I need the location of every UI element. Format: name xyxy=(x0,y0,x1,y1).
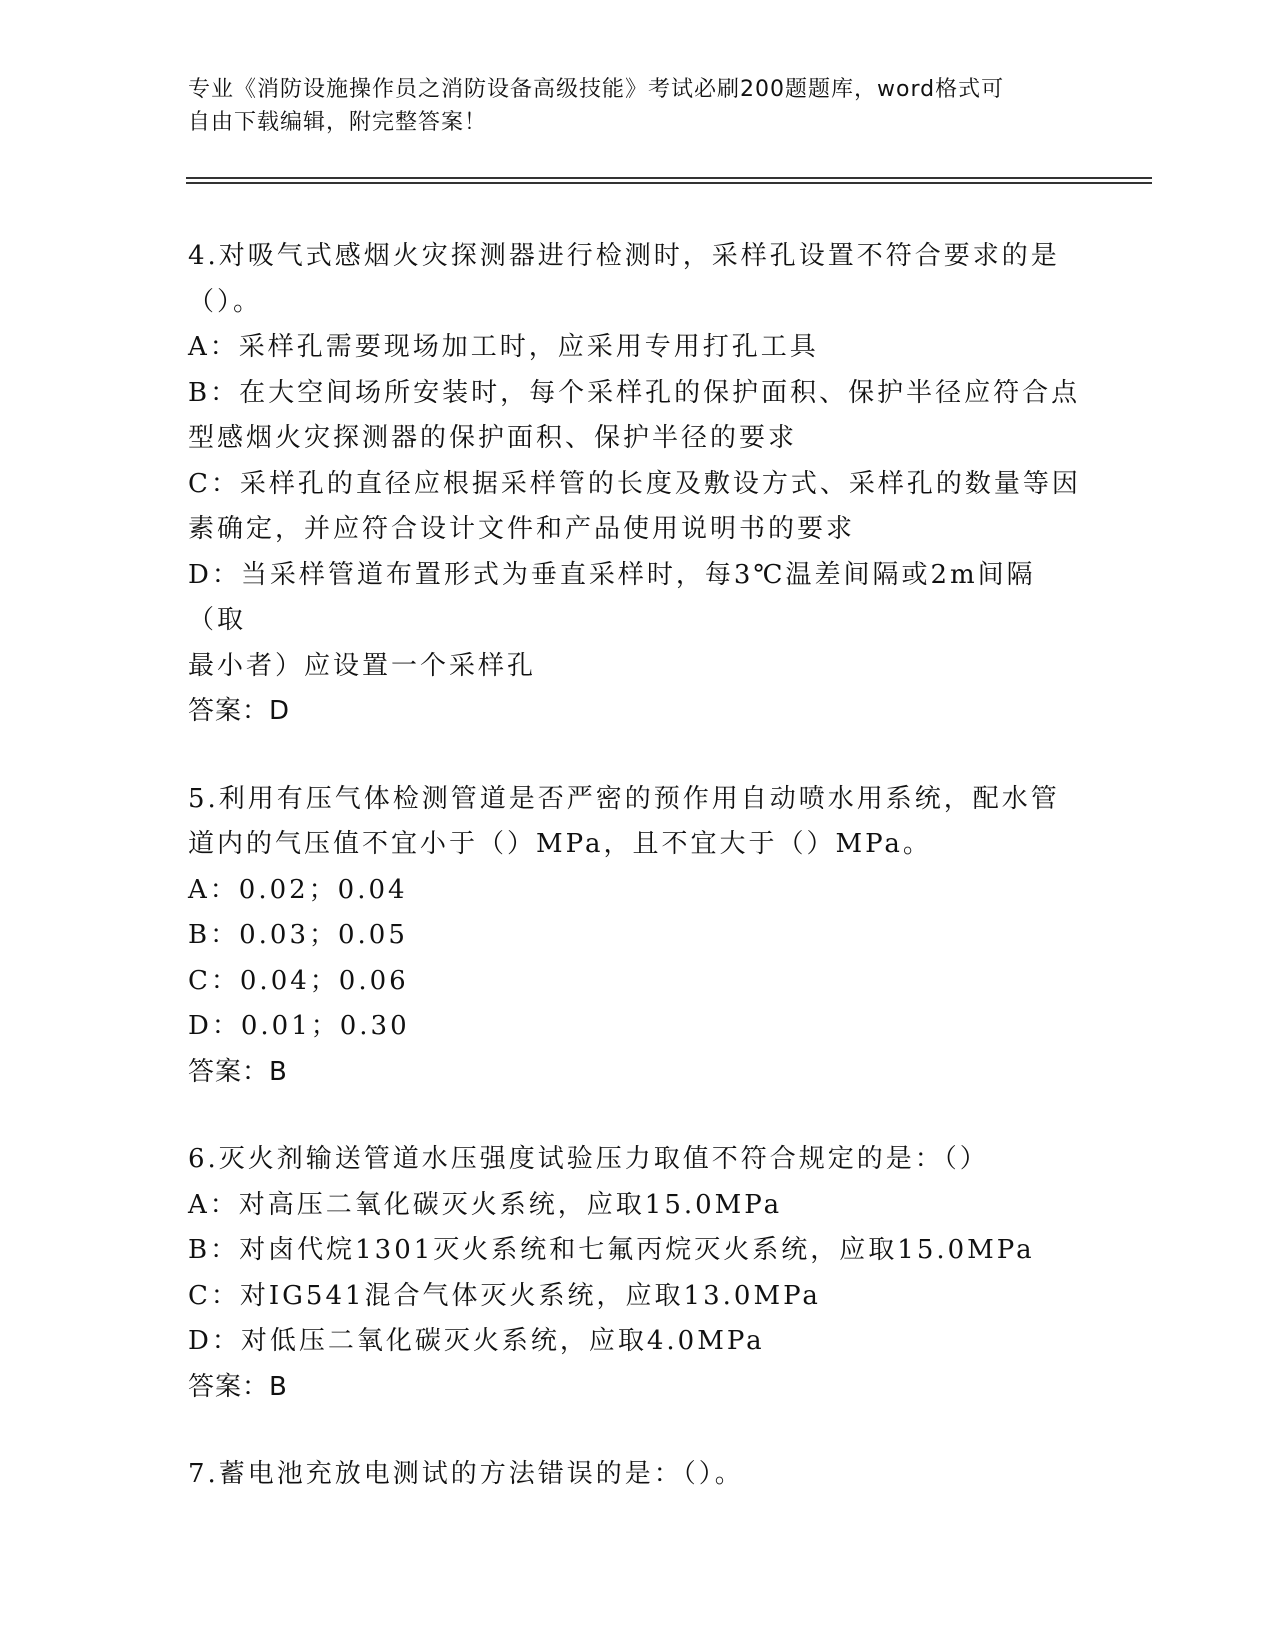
option-b: B：对卤代烷1301灭火系统和七氟丙烷灭火系统，应取15.0MPa xyxy=(188,1235,1035,1265)
answer: 答案：B xyxy=(188,1371,288,1402)
question-4 xyxy=(188,234,1088,735)
option-c: C：0.04；0.06 xyxy=(188,965,409,996)
question-stem: 道内的气压值不宜小于（）MPa，且不宜大于（）MPa。 xyxy=(188,829,932,859)
question-list xyxy=(188,234,1088,1540)
option-d: D：对低压二氧化碳灭火系统，应取4.0MPa xyxy=(188,1326,765,1356)
header-divider-bottom xyxy=(186,182,1152,184)
option-a: A：采样孔需要现场加工时，应采用专用打孔工具 xyxy=(188,332,819,362)
question-5 xyxy=(188,777,1088,1096)
option-b: B：在大空间场所安装时，每个采样孔的保护面积、保护半径应符合点 xyxy=(188,377,1081,408)
option-d: D：0.01；0.30 xyxy=(188,1011,410,1041)
header-line-2: 自由下载编辑，附完整答案！ xyxy=(188,110,488,135)
option-c: C：对IG541混合气体灭火系统，应取13.0MPa xyxy=(188,1280,821,1311)
question-6 xyxy=(188,1137,1088,1410)
option-b: 型感烟火灾探测器的保护面积、保护半径的要求 xyxy=(188,423,798,453)
question-7 xyxy=(188,1452,1088,1498)
question-stem: （）。 xyxy=(188,286,263,317)
document-header xyxy=(188,73,1078,139)
answer: 答案：B xyxy=(188,1056,288,1087)
option-c: 素确定，并应符合设计文件和产品使用说明书的要求 xyxy=(188,514,856,544)
option-d: D：当采样管道布置形式为垂直采样时，每3℃温差间隔或2m间隔（取 xyxy=(188,559,1036,635)
question-stem: 4.对吸气式感烟火灾探测器进行检测时，采样孔设置不符合要求的是 xyxy=(188,241,1060,271)
option-c: C：采样孔的直径应根据采样管的长度及敷设方式、采样孔的数量等因 xyxy=(188,468,1081,499)
question-stem: 7.蓄电池充放电测试的方法错误的是：（）。 xyxy=(188,1459,744,1489)
question-stem: 6.灭火剂输送管道水压强度试验压力取值不符合规定的是：（） xyxy=(188,1144,989,1174)
header-divider-top xyxy=(186,177,1152,179)
answer: 答案：D xyxy=(188,696,291,726)
question-stem: 5.利用有压气体检测管道是否严密的预作用自动喷水用系统，配水管 xyxy=(188,783,1060,814)
option-a: A：0.02；0.04 xyxy=(188,874,408,905)
header-line-1: 专业《消防设施操作员之消防设备高级技能》考试必刷200题题库，word格式可 xyxy=(188,77,1005,102)
option-b: B：0.03；0.05 xyxy=(188,920,408,950)
option-d: 最小者）应设置一个采样孔 xyxy=(188,650,537,681)
option-a: A：对高压二氧化碳灭火系统，应取15.0MPa xyxy=(188,1189,783,1220)
